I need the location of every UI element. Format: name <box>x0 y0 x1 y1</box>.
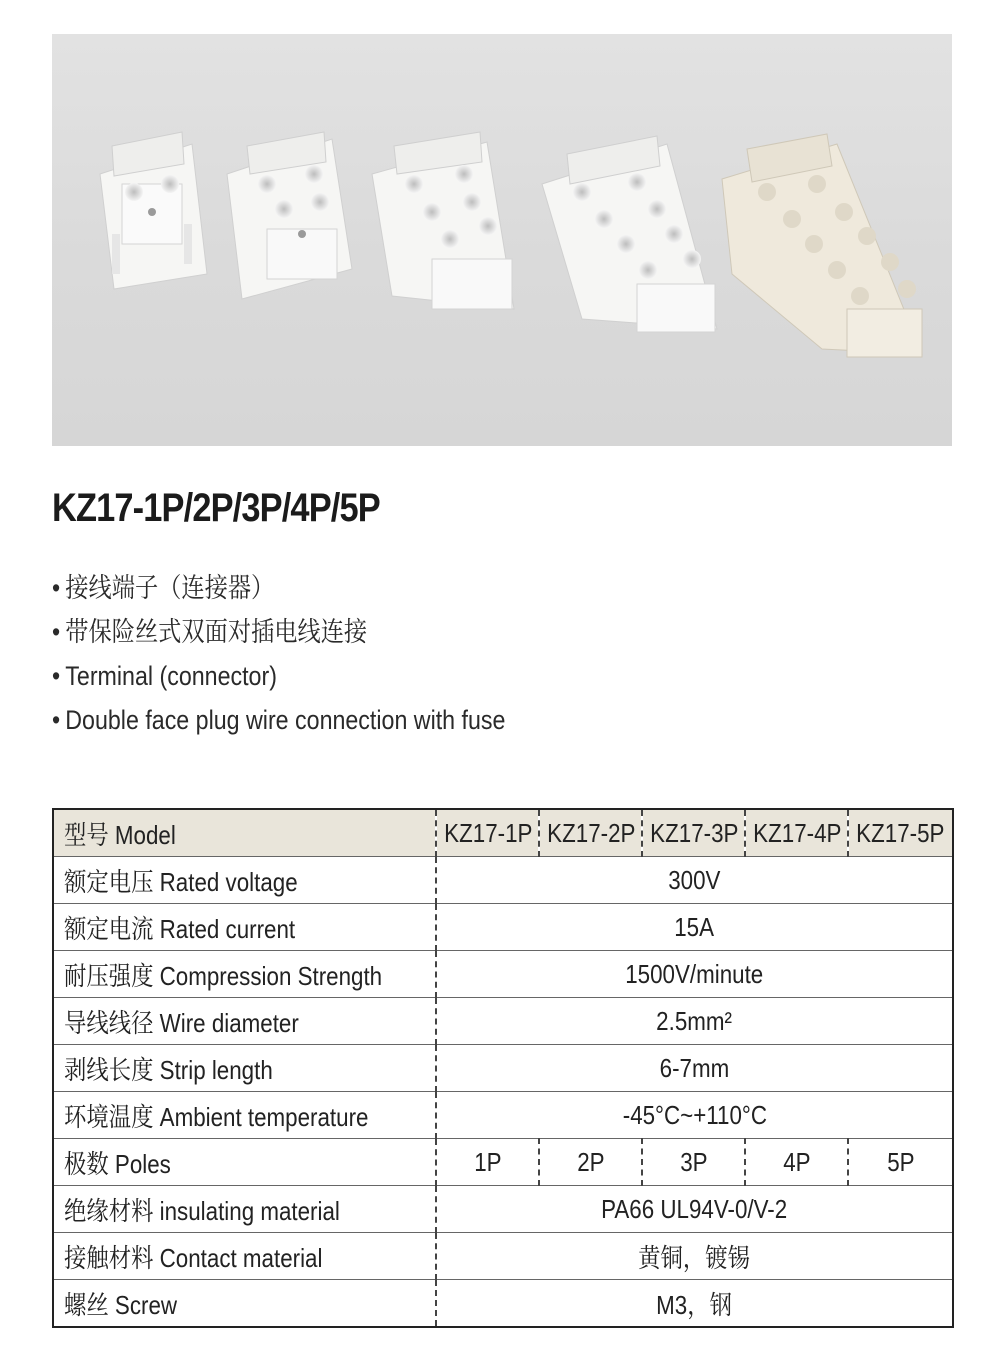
table-row <box>53 1092 953 1139</box>
feature-item: • 接线端子（连接器） <box>52 566 505 610</box>
table-row <box>53 1045 953 1092</box>
model-name: KZ17-2P <box>547 817 636 848</box>
row-label-cell <box>53 857 436 904</box>
pole-value: 1P <box>473 1146 502 1177</box>
table-row-poles <box>53 1139 953 1186</box>
row-label-cell <box>53 998 436 1045</box>
model-cell <box>642 809 745 857</box>
row-value: 15A <box>674 911 715 942</box>
header-label-cell <box>53 809 436 857</box>
pole-value: 5P <box>886 1146 915 1177</box>
feature-item: • 带保险丝式双面对插电线连接 <box>52 610 505 654</box>
row-label: 绝缘材料 insulating material <box>64 1195 340 1226</box>
spec-table <box>52 808 954 1328</box>
row-value: 300V <box>668 864 721 895</box>
connector-illustration <box>52 34 952 446</box>
pole-cell <box>436 1139 539 1186</box>
table-row <box>53 1186 953 1233</box>
row-label-cell <box>53 1139 436 1186</box>
row-value-cell <box>436 1280 953 1328</box>
row-label: 额定电流 Rated current <box>64 913 296 944</box>
model-cell <box>539 809 642 857</box>
model-name: KZ17-4P <box>753 817 842 848</box>
row-label: 螺丝 Screw <box>64 1289 178 1320</box>
connector-1p <box>100 132 207 289</box>
row-label-cell <box>53 1092 436 1139</box>
row-label-cell <box>53 1280 436 1328</box>
row-label: 极数 Poles <box>64 1148 171 1179</box>
table-row <box>53 857 953 904</box>
table-row <box>53 1280 953 1328</box>
model-name: KZ17-3P <box>650 817 739 848</box>
row-label: 额定电压 Rated voltage <box>64 866 298 897</box>
row-label: 导线线径 Wire diameter <box>64 1007 299 1038</box>
row-value-cell <box>436 1092 953 1139</box>
model-cell <box>436 809 539 857</box>
product-title: KZ17-1P/2P/3P/4P/5P <box>52 486 380 530</box>
table-row <box>53 951 953 998</box>
row-value-cell <box>436 904 953 951</box>
row-value: PA66 UL94V-0/V-2 <box>601 1193 788 1224</box>
table-row <box>53 998 953 1045</box>
feature-item: • Terminal (connector) <box>52 654 505 698</box>
row-label-cell <box>53 1233 436 1280</box>
row-value: 黄铜，镀锡 <box>638 1242 751 1273</box>
pole-value: 2P <box>576 1146 605 1177</box>
row-value-cell <box>436 951 953 998</box>
connector-3p <box>372 132 514 309</box>
header-label: 型号 Model <box>64 819 176 850</box>
row-label-cell <box>53 904 436 951</box>
model-cell <box>745 809 848 857</box>
row-value-cell <box>436 1233 953 1280</box>
row-label-cell <box>53 951 436 998</box>
row-value-cell <box>436 857 953 904</box>
connector-4p <box>542 136 717 332</box>
model-name: KZ17-5P <box>856 817 945 848</box>
pole-cell <box>539 1139 642 1186</box>
row-value: -45°C~+110°C <box>622 1099 767 1130</box>
pole-value: 3P <box>679 1146 708 1177</box>
row-label: 接触材料 Contact material <box>64 1242 323 1273</box>
row-value-cell <box>436 1186 953 1233</box>
row-value: 6-7mm <box>659 1052 730 1083</box>
row-label-cell <box>53 1186 436 1233</box>
row-value: M3，钢 <box>656 1289 733 1320</box>
row-value-cell <box>436 1045 953 1092</box>
feature-list <box>52 566 579 742</box>
product-photo <box>52 34 952 446</box>
pole-cell <box>642 1139 745 1186</box>
row-label: 环境温度 Ambient temperature <box>64 1101 369 1132</box>
feature-item: • Double face plug wire connection with fuse <box>52 698 505 742</box>
row-label: 耐压强度 Compression Strength <box>64 960 383 991</box>
pole-cell <box>745 1139 848 1186</box>
table-row <box>53 1233 953 1280</box>
row-value: 2.5mm² <box>656 1005 733 1036</box>
table-row <box>53 904 953 951</box>
connector-2p <box>227 132 352 299</box>
model-name: KZ17-1P <box>444 817 533 848</box>
row-label-cell <box>53 1045 436 1092</box>
pole-cell <box>848 1139 953 1186</box>
row-label: 剥线长度 Strip length <box>64 1054 273 1085</box>
row-value-cell <box>436 998 953 1045</box>
model-cell <box>848 809 953 857</box>
table-header-row <box>53 809 953 857</box>
connector-5p <box>722 134 922 357</box>
row-value: 1500V/minute <box>625 958 764 989</box>
pole-value: 4P <box>782 1146 811 1177</box>
